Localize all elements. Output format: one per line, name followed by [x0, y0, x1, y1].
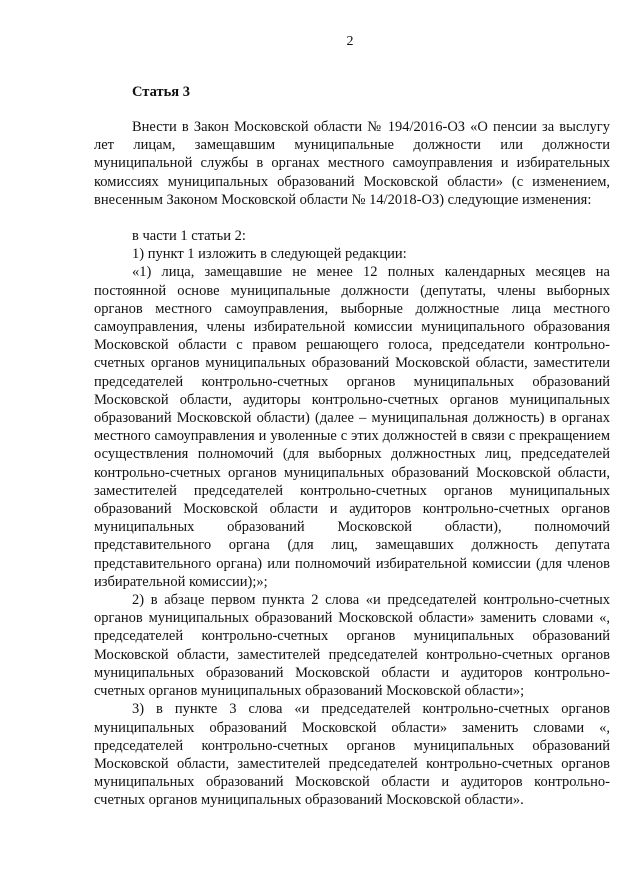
- item-1-new-text: «1) лица, замещавшие не менее 12 полных календарных месяцев на постоянной основе муниципальные должности (депутаты, члены выборных органов местного самоуправления, выборные должностные лица местного самоуправления, члены избирательной комиссии муниципального образования Московской области с правом решающего голоса, председатели контрольно-счетных органов муниципальных образований Московской области, заместители председателей контрольно-счетных органов муниципальных образований Московской области, аудиторы контрольно-счетных органов муниципальных образований Московской области) (далее – муниципальная должность) в органах местного самоуправления и уволенные с этих должностей в связи с прекращением осуществления полномочий (для выборных должностных лиц, председателей контрольно-счетных органов муниципальных образований Московской области, заместителей председателей контрольно-счетных органов муниципальных образований Московской области и аудиторов контрольно-счетных органов муниципальных образований Московской области), полномочий представительного органа (для лиц, замещавших должность депутата представительного органа) или полномочий избирательной комиссии (для членов избирательной комиссии);»;: [94, 264, 610, 590]
- item-1-instruction: 1) пункт 1 изложить в следующей редакции:: [132, 246, 407, 263]
- amendment-scope-line: в части 1 статьи 2:: [132, 228, 246, 245]
- intro-paragraph: Внести в Закон Московской области № 194/2016-ОЗ «О пенсии за выслугу лет лицам, замещавшим муниципальные должности или должности муниципальной службы в органах местного самоуправления и избирательных комиссиях муниципальных образований Московской области» (с изменением, внесенным Законом Московской области № 14/2018-ОЗ) следующие изменения:: [94, 119, 610, 208]
- article-heading: Статья 3: [132, 84, 190, 100]
- page-number: 2: [346, 34, 354, 49]
- item-2-paragraph: 2) в абзаце первом пункта 2 слова «и председателей контрольно-счетных органов муниципальных образований Московской области» заменить словами «, председателей контрольно-счетных органов муниципальных образований Московской области, заместителей председателей контрольно-счетных органов муниципальных образований Московской области и аудиторов контрольно-счетных органов муниципальных образований Московской области»;: [94, 592, 610, 700]
- item-3-paragraph: 3) в пункте 3 слова «и председателей контрольно-счетных органов муниципальных образований Московской области» заменить словами «, председателей контрольно-счетных органов муниципальных образований Московской области, заместителей председателей контрольно-счетных органов муниципальных образований Московской области и аудиторов контрольно-счетных органов муниципальных образований Московской области».: [94, 701, 610, 809]
- document-body: [94, 118, 610, 810]
